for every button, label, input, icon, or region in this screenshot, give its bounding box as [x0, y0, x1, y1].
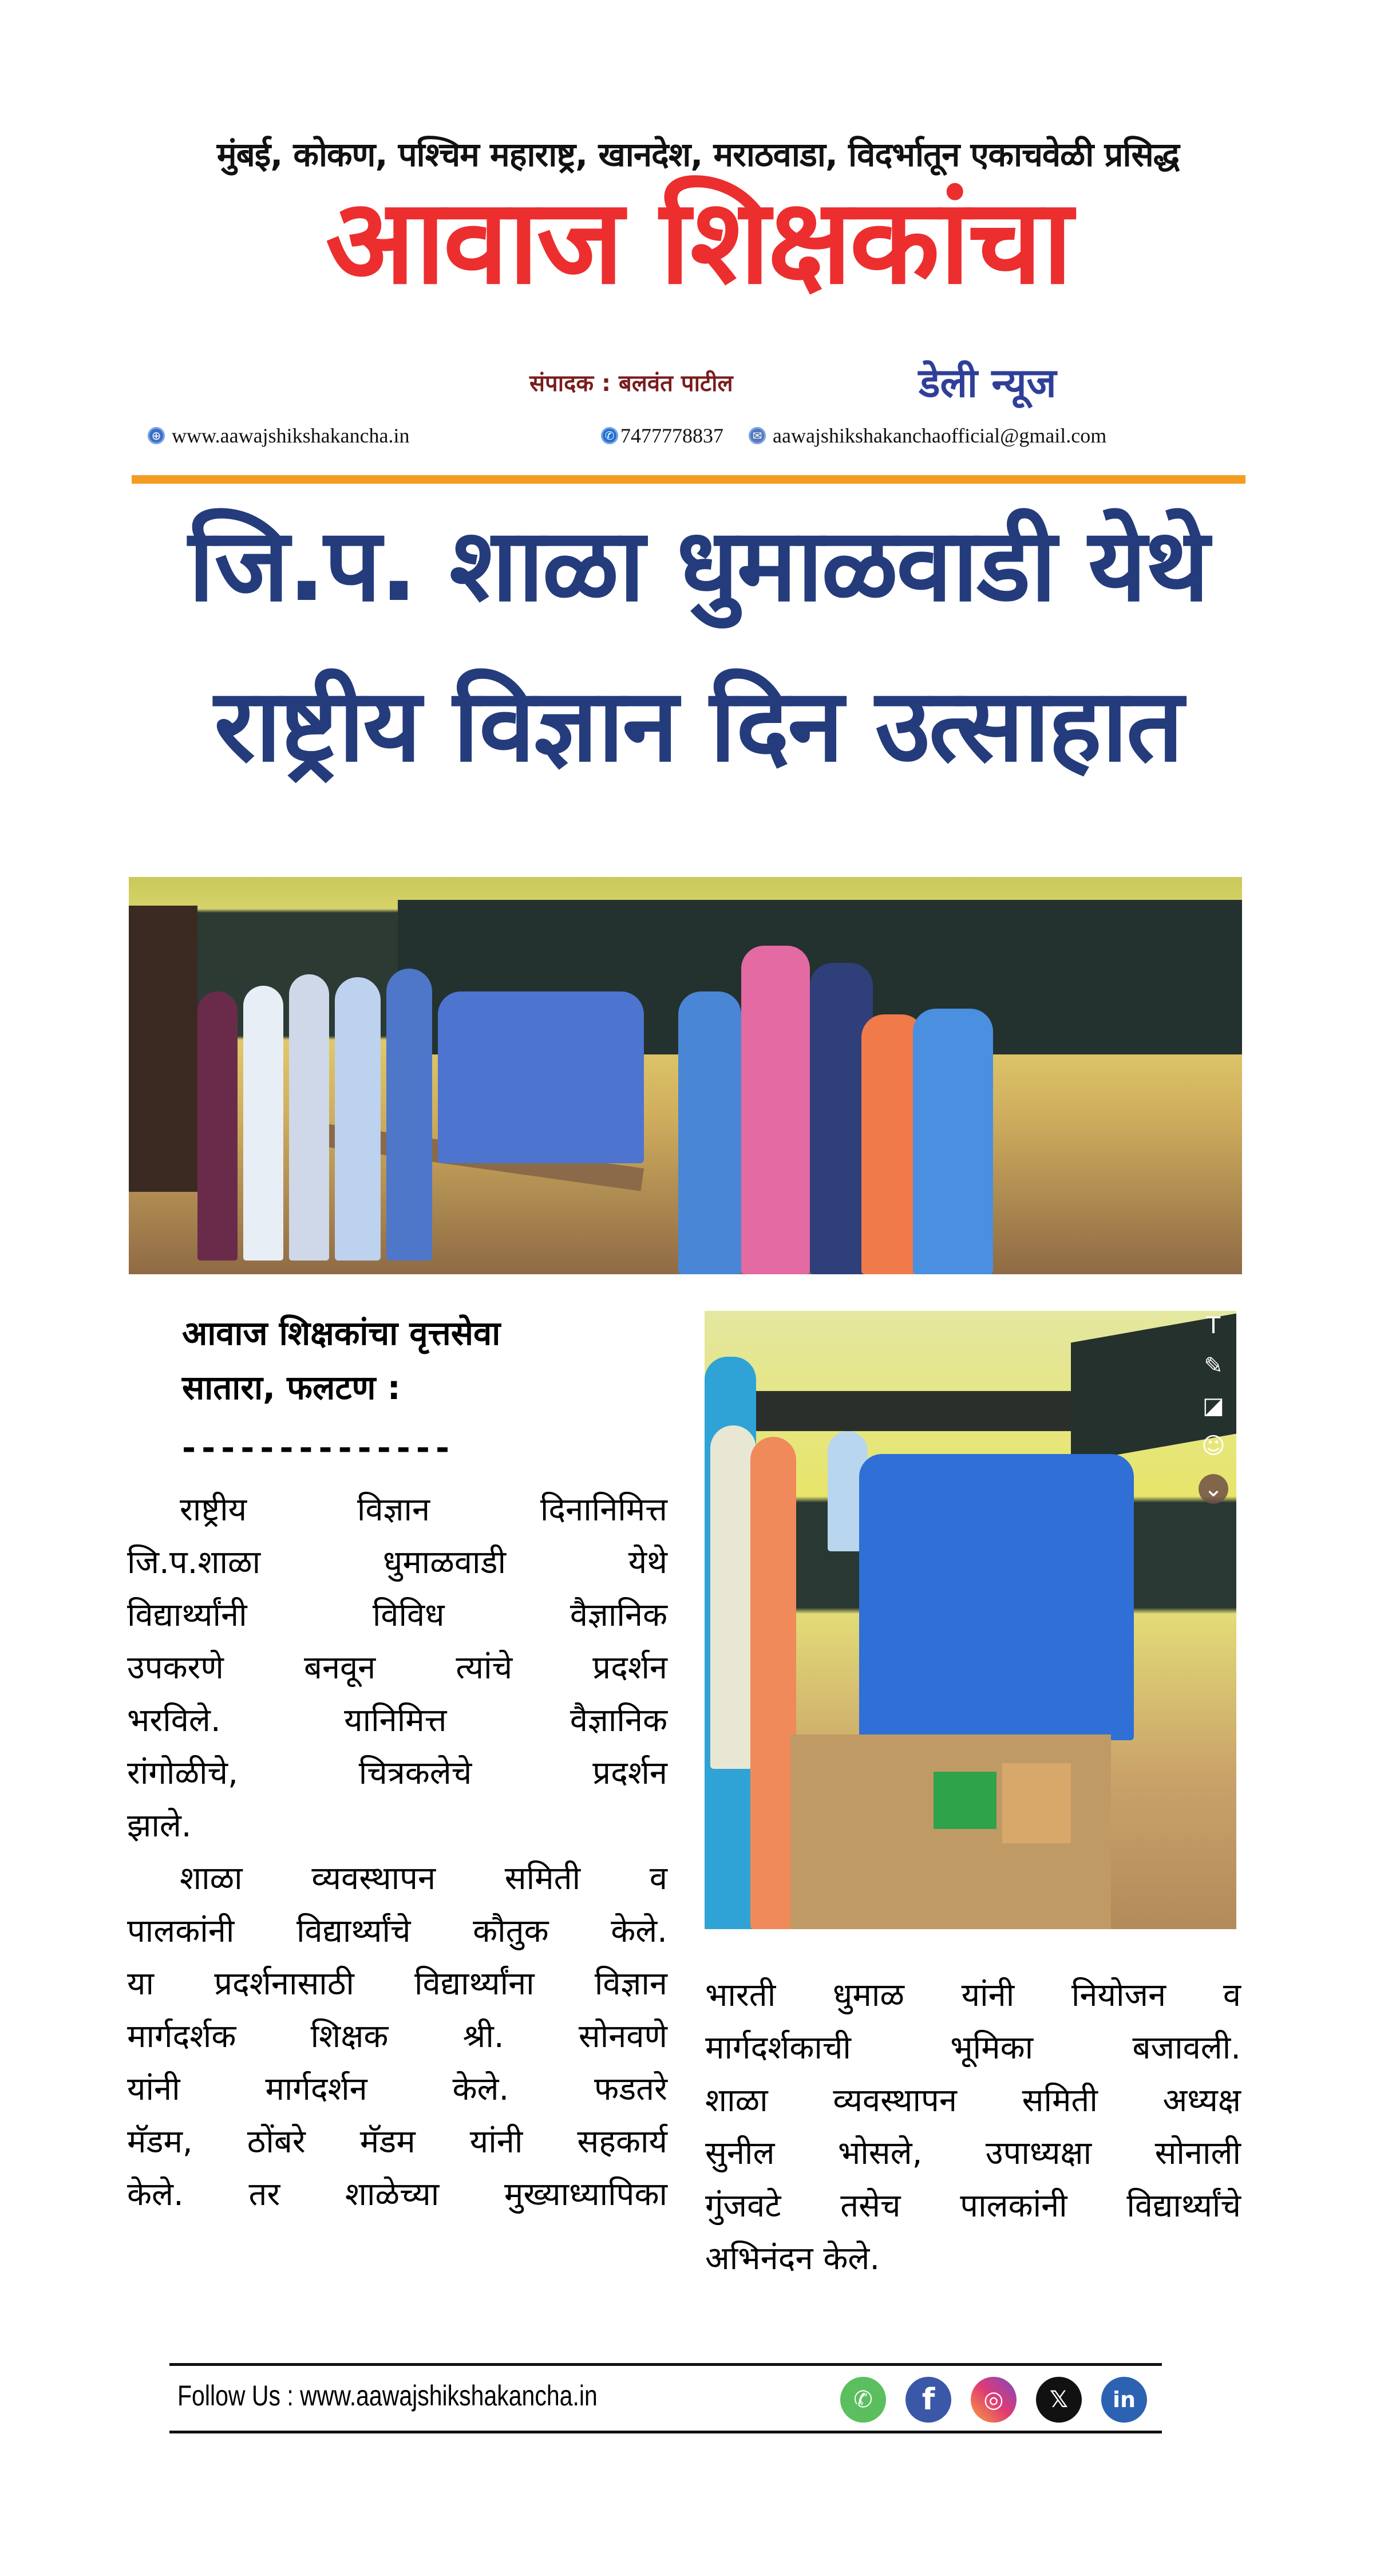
- person: [741, 946, 810, 1274]
- body-line: उपकरणे बनवून त्यांचे प्रदर्शन: [127, 1649, 667, 1686]
- body-line: मॅडम, ठोंबरे मॅडम यांनी सहकार्य: [127, 2123, 667, 2160]
- body-line: भारती धुमाळ यांनी नियोजन व: [705, 1977, 1241, 2014]
- body-line: केले. तर शाळेच्या मुख्याध्यापिका: [127, 2176, 667, 2213]
- body-line: मार्गदर्शकाची भूमिका बजावली.: [705, 2029, 1241, 2067]
- body-line: जि.प.शाळा धुमाळवाडी येथे: [127, 1544, 667, 1581]
- social-icons: [840, 2377, 1147, 2423]
- body-line: पालकांनी विद्यार्थ्यांचे कौतुक केले.: [127, 1913, 667, 1950]
- follow-us-link[interactable]: Follow Us : www.aawajshikshakancha.in: [177, 2380, 598, 2412]
- body-line: मार्गदर्शक शिक्षक श्री. सोनवणे: [127, 2018, 667, 2055]
- body-line: राष्ट्रीय विज्ञान दिनानिमित्त: [180, 1491, 667, 1528]
- email-text[interactable]: aawajshikshakanchaofficial@gmail.com: [773, 424, 1107, 447]
- globe-icon: ⊕: [148, 427, 165, 444]
- emoji-sparkle-icon[interactable]: ☺: [1201, 1433, 1225, 1459]
- edition-label: डेली न्यूज: [919, 359, 1057, 406]
- secondary-event-photo: [705, 1311, 1236, 1929]
- blackboard: [749, 1391, 1104, 1431]
- main-event-photo: [129, 877, 1242, 1274]
- coverage-regions: मुंबई, कोकण, पश्चिम महाराष्ट्र, खानदेश, मराठवाडा, विदर्भातून एकाचवेळी प्रसिद्ध: [216, 135, 1180, 174]
- instagram-icon[interactable]: ◎: [971, 2377, 1017, 2423]
- person: [335, 977, 381, 1261]
- person: [197, 991, 238, 1261]
- linkedin-icon[interactable]: in: [1101, 2377, 1147, 2423]
- footer-bottom-rule: [169, 2431, 1162, 2433]
- contact-email[interactable]: [749, 424, 1106, 448]
- body-line: सुनील भोसले, उपाध्यक्षा सोनाली: [705, 2135, 1241, 2172]
- body-line: रांगोळीचे, चित्रकलेचे प्रदर्शन: [127, 1755, 667, 1792]
- pencil-icon[interactable]: ✎: [1204, 1353, 1223, 1379]
- body-line: शाळा व्यवस्थापन समिती व: [180, 1860, 667, 1897]
- footer-top-rule: [169, 2363, 1162, 2366]
- person: [750, 1437, 796, 1929]
- headline-line-1: जि.प. शाळा धुमाळवाडी येथे: [188, 507, 1208, 624]
- person: [386, 969, 432, 1261]
- person: [243, 986, 283, 1261]
- body-line: गुंजवटे तसेच पालकांनी विद्यार्थ्यांचे: [705, 2187, 1241, 2225]
- body-line: शाळा व्यवस्थापन समिती अध्यक्ष: [705, 2082, 1241, 2119]
- phone-text[interactable]: 7477778837: [620, 424, 723, 447]
- dateline-separator: --------------: [182, 1428, 456, 1467]
- chevron-down-icon[interactable]: ⌄: [1199, 1474, 1228, 1504]
- article-body-left: [127, 1484, 667, 2221]
- body-line: भरविले. यानिमित्त वैज्ञानिक: [127, 1702, 667, 1739]
- shelf: [129, 906, 197, 1192]
- body-line: अभिनंदन केले.: [705, 2240, 880, 2277]
- phone-icon: ✆: [601, 427, 618, 444]
- editor-credit: संपादक : बलवंत पाटील: [529, 370, 733, 397]
- person: [289, 974, 329, 1261]
- website-text[interactable]: www.aawajshikshakancha.in: [172, 424, 410, 447]
- person: [913, 1009, 993, 1274]
- mail-icon: ✉: [749, 427, 766, 444]
- dateline-location: सातारा, फलटण :: [182, 1368, 401, 1407]
- body-line: विद्यार्थ्यांनी विविध वैज्ञानिक: [127, 1597, 667, 1634]
- person: [678, 991, 741, 1274]
- body-line: यांनी मार्गदर्शन केले. फडतरे: [127, 2071, 667, 2108]
- students-group: [859, 1454, 1134, 1740]
- facebook-icon[interactable]: f: [905, 2377, 951, 2423]
- article-body-right: [705, 1969, 1241, 2285]
- green-model: [934, 1772, 996, 1829]
- masthead-divider: [132, 475, 1245, 484]
- body-line: झाले.: [127, 1807, 192, 1844]
- text-tool-icon[interactable]: T: [1206, 1313, 1221, 1339]
- x-twitter-icon[interactable]: 𝕏: [1036, 2377, 1082, 2423]
- person: [710, 1425, 756, 1769]
- sticker-icon[interactable]: ◪: [1203, 1393, 1224, 1419]
- contact-phone[interactable]: [601, 424, 723, 448]
- whatsapp-icon[interactable]: ✆: [840, 2377, 886, 2423]
- cardboard-model: [1002, 1763, 1071, 1843]
- contact-website[interactable]: [148, 424, 410, 448]
- body-line: या प्रदर्शनासाठी विद्यार्थ्यांना विज्ञान: [127, 1965, 667, 2002]
- students-group: [438, 991, 644, 1163]
- headline-line-2: राष्ट्रीय विज्ञान दिन उत्साहात: [214, 667, 1182, 784]
- newspaper-title: आवाज शिक्षकांचा: [325, 173, 1071, 310]
- dateline-agency: आवाज शिक्षकांचा वृत्तसेवा: [182, 1314, 501, 1353]
